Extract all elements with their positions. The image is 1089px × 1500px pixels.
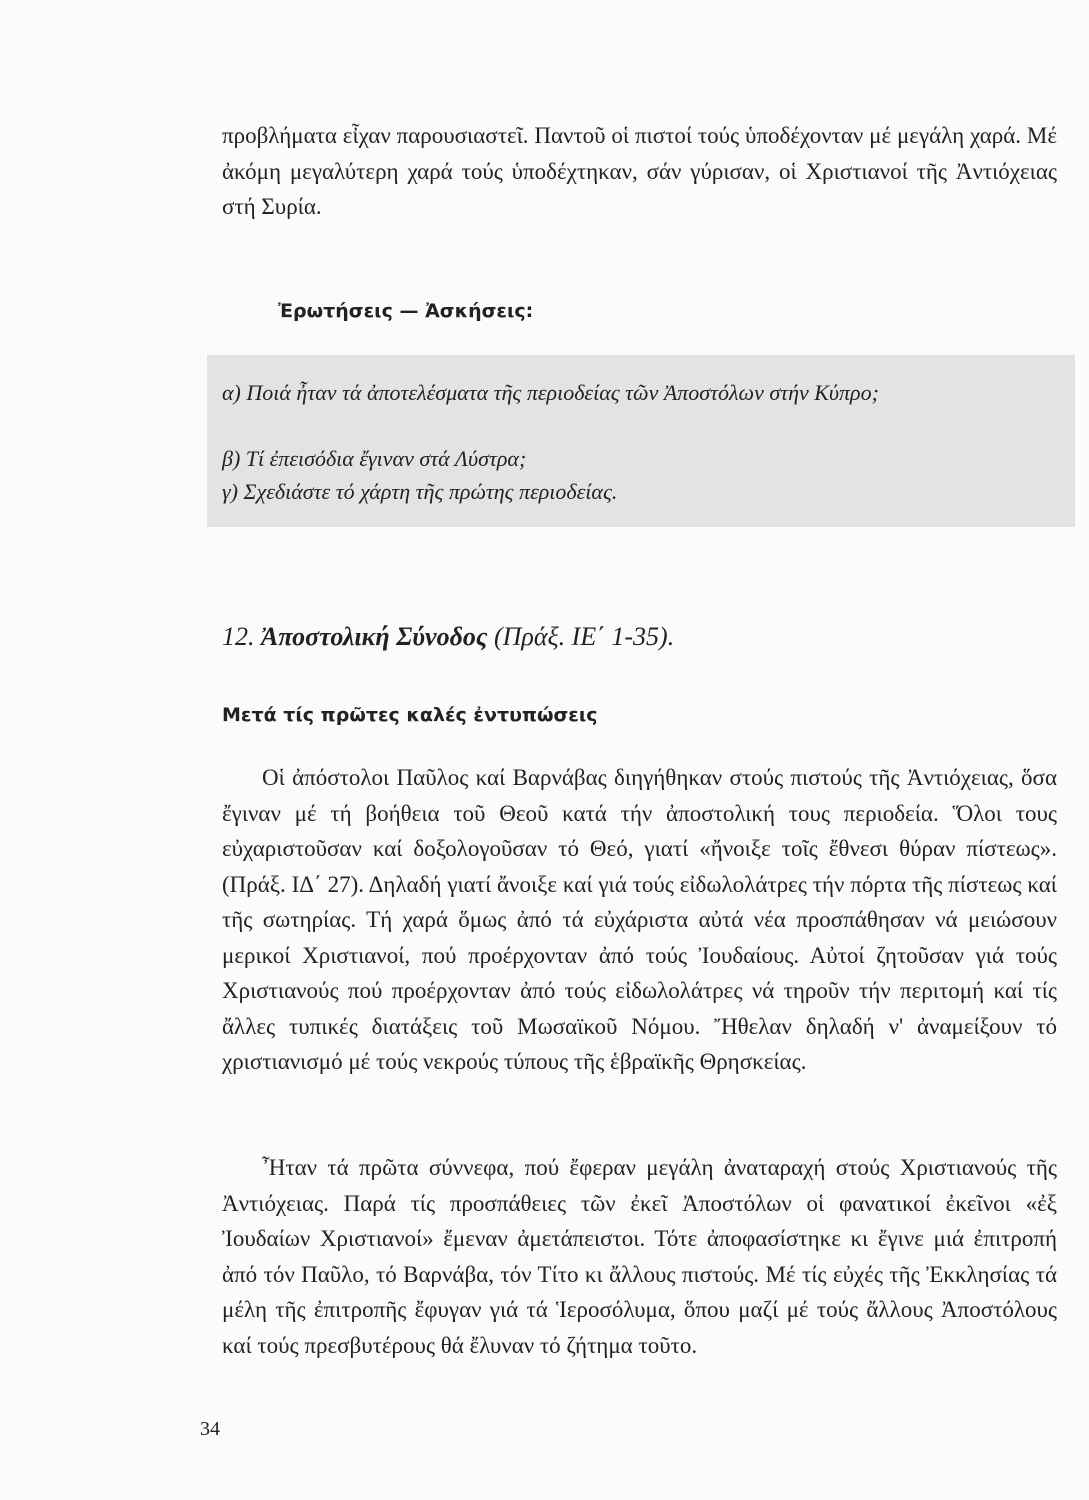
question-item-c: γ) Σχεδιάστε τό χάρτη τῆς πρώτης περιοδείας. <box>222 479 618 504</box>
section-title <box>222 622 674 652</box>
question-item-b: β) Τί ἐπεισόδια ἔγιναν στά Λύστρα; <box>222 446 527 471</box>
section-subheading: Μετά τίς πρῶτες καλές ἐντυπώσεις <box>222 704 598 726</box>
section-number: 12. <box>222 622 255 651</box>
question-item-a: α) Ποιά ἦταν τά ἀποτελέσματα τῆς περιοδείας τῶν Ἀποστόλων στήν Κύπρο; <box>222 380 879 405</box>
body-paragraph-2: Ἦταν τά πρῶτα σύννεφα, πού ἔφεραν μεγάλη ἀναταραχή στούς Χριστιανούς τῆς Ἀντιόχειας. Παρά τίς προσπάθειες τῶν ἐκεῖ Ἀποστόλων οἱ φανατικοί ἐκεῖνοι «ἐξ Ἰουδαίων Χριστιανοί» ἔμεναν ἀμετάπειστοι. Τότε ἀποφασίστηκε κι ἔγινε μιά ἐπιτροπή ἀπό τόν Παῦλο, τό Βαρνάβα, τόν Τίτο κι ἄλλους πιστούς. Μέ τίς εὐχές τῆς Ἐκκλησίας τά μέλη τῆς ἐπιτροπῆς ἔφυγαν γιά τά Ἱεροσόλυμα, ὅπου μαζί μέ τούς ἄλλους Ἀποστόλους καί τούς πρεσβυτέρους θά ἔλυναν τό ζήτημα τοῦτο. <box>222 1155 1057 1358</box>
questions-heading: Ἐρωτήσεις — Ἀσκήσεις: <box>278 300 534 322</box>
page-number: 34 <box>200 1418 220 1440</box>
section-reference: (Πράξ. ΙΕ΄ 1-35). <box>493 622 675 651</box>
section-name: Ἀποστολική Σύνοδος <box>261 622 488 651</box>
body-paragraph-1: Οἱ ἀπόστολοι Παῦλος καί Βαρνάβας διηγήθηκαν στούς πιστούς τῆς Ἀντιόχειας, ὅσα ἔγιναν μέ τή βοήθεια τοῦ Θεοῦ κατά τήν ἀποστολική τους περιοδεία. Ὅλοι τους εὐχαριστοῦσαν καί δοξολογοῦσαν τό Θεό, γιατί «ἤνοιξε τοῖς ἔθνεσι θύραν πίστεως». (Πράξ. ΙΔ΄ 27). Δηλαδή γιατί ἄνοιξε καί γιά τούς εἰδωλολάτρες τήν πόρτα τῆς πίστεως καί τῆς σωτηρίας. Τή χαρά ὅμως ἀπό τά εὐχάριστα αὐτά νέα προσπάθησαν νά μειώσουν μερικοί Χριστιανοί, πού προέρχονταν ἀπό τούς Ἰουδαίους. Αὐτοί ζητοῦσαν γιά τούς Χριστιανούς πού προέρχονταν ἀπό τούς εἰδωλολάτρες νά τηροῦν τήν περιτομή καί τίς ἄλλες τυπικές διατάξεις τοῦ Μωσαϊκοῦ Νόμου. Ἤθελαν δηλαδή ν' ἀναμείξουν τό χριστιανισμό μέ τούς νεκρούς τύπους τῆς ἑβραϊκῆς Θρησκείας. <box>222 765 1057 1074</box>
intro-paragraph: προβλήματα εἶχαν παρουσιαστεῖ. Παντοῦ οἱ πιστοί τούς ὑποδέχονταν μέ μεγάλη χαρά. Μέ ἀκόμη μεγαλύτερη χαρά τούς ὑποδέχτηκαν, σάν γύρισαν, οἱ Χριστιανοί τῆς Ἀντιόχειας στή Συρία. <box>222 123 1057 219</box>
